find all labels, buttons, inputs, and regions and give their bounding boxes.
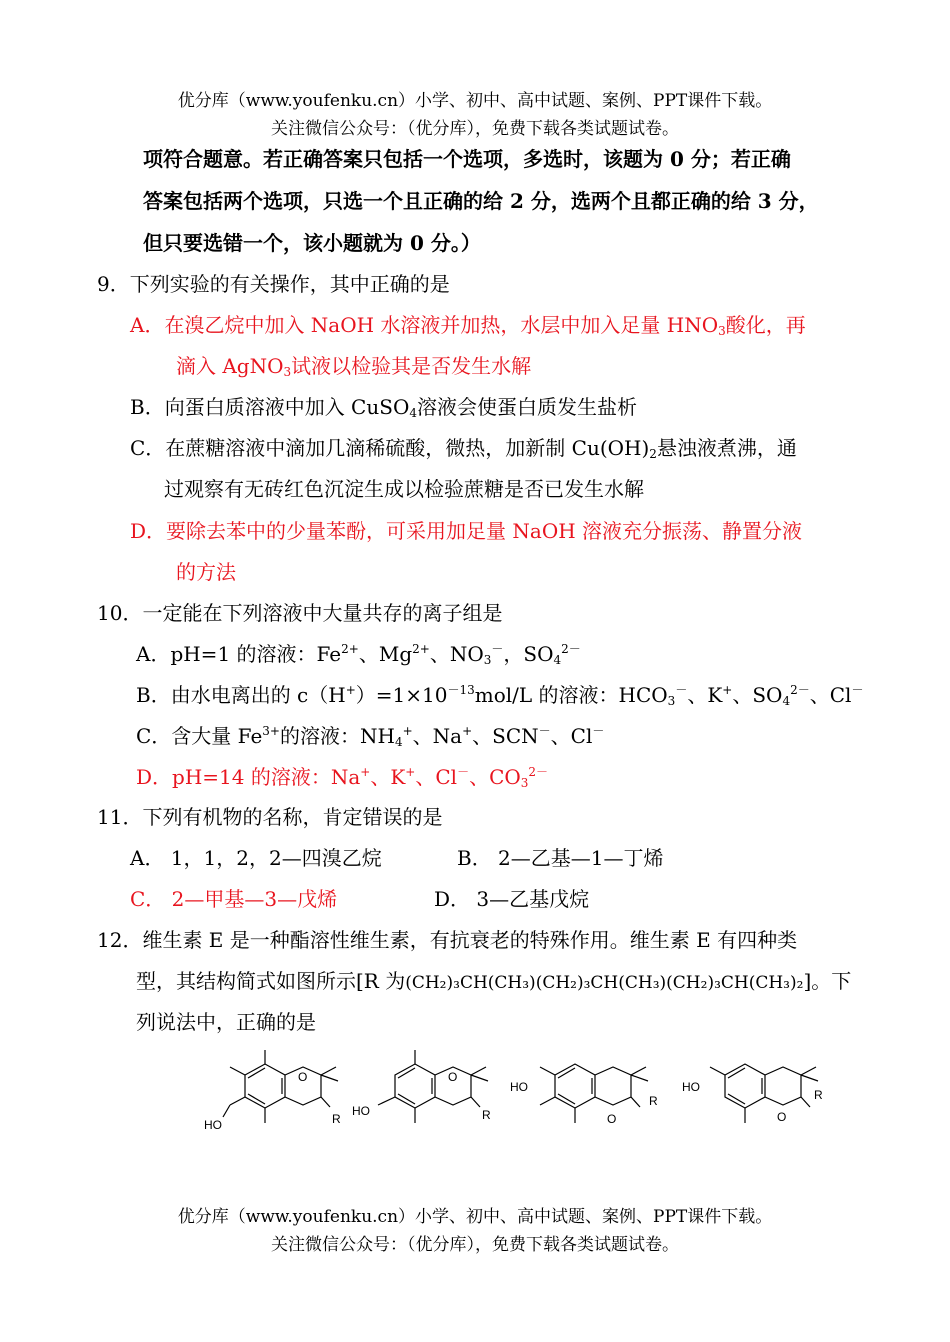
q9-option-a-line2: 滴入 AgNO$_3$试液以检验其是否发生水解 xyxy=(176,354,532,379)
q11-option-b: B． 2—乙基—1—丁烯 xyxy=(457,846,664,870)
vitamin-e-structures-figure xyxy=(190,1045,850,1145)
structure-1-r-label: R xyxy=(332,1112,341,1126)
footer-line-2: 关注微信公众号：（优分库），免费下载各类试题试卷。 xyxy=(271,1235,679,1255)
q11-option-d: D． 3—乙基戊烷 xyxy=(434,887,590,911)
intro-line-1: 项符合题意。若正确答案只包括一个选项，多选时，该题为 0 分；若正确 xyxy=(143,147,791,171)
q11-option-c: C． 2—甲基—3—戊烯 xyxy=(130,887,338,911)
structure-1-o-label: O xyxy=(298,1070,308,1084)
q10-stem: 10．一定能在下列溶液中大量共存的离子组是 xyxy=(97,601,503,625)
q9-option-a-line1: A．在溴乙烷中加入 NaOH 水溶液并加热，水层中加入足量 $HNO_3$酸化，再 xyxy=(130,313,806,338)
intro-line-2: 答案包括两个选项，只选一个且正确的给 2 分，选两个且都正确的给 3 分， xyxy=(143,189,819,213)
structure-2 xyxy=(378,1050,488,1123)
structure-4-o-label: O xyxy=(777,1110,787,1124)
q12-line-1: 12．维生素 E 是一种酯溶性维生素，有抗衰老的特殊作用。维生素 E 有四种类 xyxy=(97,928,798,952)
structure-2-o-label: O xyxy=(448,1070,458,1084)
q9-stem: 9．下列实验的有关操作，其中正确的是 xyxy=(97,272,450,296)
structure-4-r-label: R xyxy=(814,1088,823,1102)
structure-1-ho-label: HO xyxy=(204,1118,222,1132)
structure-3 xyxy=(540,1064,648,1123)
header-line-1: 优分库（www.youfenku.cn）小学、初中、高中试题、案例、PPT课件下载。 xyxy=(177,91,773,111)
q10-option-d: D．pH=14 的溶液：Na+、K+、Cl－、$CO_3^{2-}$ xyxy=(136,765,549,790)
structure-1 xyxy=(223,1050,338,1123)
q9-option-d-line2: 的方法 xyxy=(176,560,236,584)
q10-option-a: A．pH=1 的溶液：$Fe^{2+}$、$Mg^{2+}$、$NO_3^-$，$SO_4^{2-}$ xyxy=(136,642,581,667)
q9-option-d-line1: D．要除去苯中的少量苯酚，可采用加足量 NaOH 溶液充分振荡、静置分液 xyxy=(130,519,803,543)
intro-line-3: 但只要选错一个，该小题就为 0 分。） xyxy=(143,231,481,255)
q10-option-c: C．含大量 $Fe^{3+}$的溶液：$NH_4^+$、Na+、SCN－、Cl－ xyxy=(136,724,605,749)
header-line-2: 关注微信公众号：（优分库），免费下载各类试题试卷。 xyxy=(271,119,679,139)
q9-option-c-line2: 过观察有无砖红色沉淀生成以检验蔗糖是否已发生水解 xyxy=(164,477,644,501)
structure-2-ho-label: HO xyxy=(352,1104,370,1118)
structure-4-ho-label: HO xyxy=(682,1080,700,1094)
q10-option-b: B．由水电离出的 $c(H^+)=1\times 10^{-13}mol/L$ 的溶液：$HCO_3^-$、K+、$SO_4^{2-}$、Cl－ xyxy=(136,683,864,708)
q12-line-3: 列说法中，正确的是 xyxy=(136,1010,316,1034)
structure-4 xyxy=(710,1064,818,1123)
q9-option-b: B．向蛋白质溶液中加入 CuSO$_4$溶液会使蛋白质发生盐析 xyxy=(130,395,637,420)
structure-3-r-label: R xyxy=(649,1094,658,1108)
q12-line-2: 型，其结构简式如图所示[R 为(CH₂)₃CH(CH₃)(CH₂)₃CH(CH₃)(CH₂)₃CH(CH₃)₂]。下 xyxy=(136,969,852,993)
structure-2-r-label: R xyxy=(482,1108,491,1122)
structure-3-o-label: O xyxy=(607,1112,617,1126)
q9-option-c-line1: C．在蔗糖溶液中滴加几滴稀硫酸，微热，加新制 $Cu(OH)_2$悬浊液煮沸，通 xyxy=(130,436,797,461)
structure-3-ho-label: HO xyxy=(510,1080,528,1094)
q11-stem: 11．下列有机物的名称，肯定错误的是 xyxy=(97,805,443,829)
q11-option-a: A． 1，1，2，2—四溴乙烷 xyxy=(130,846,382,870)
footer-line-1: 优分库（www.youfenku.cn）小学、初中、高中试题、案例、PPT课件下载。 xyxy=(177,1207,773,1227)
